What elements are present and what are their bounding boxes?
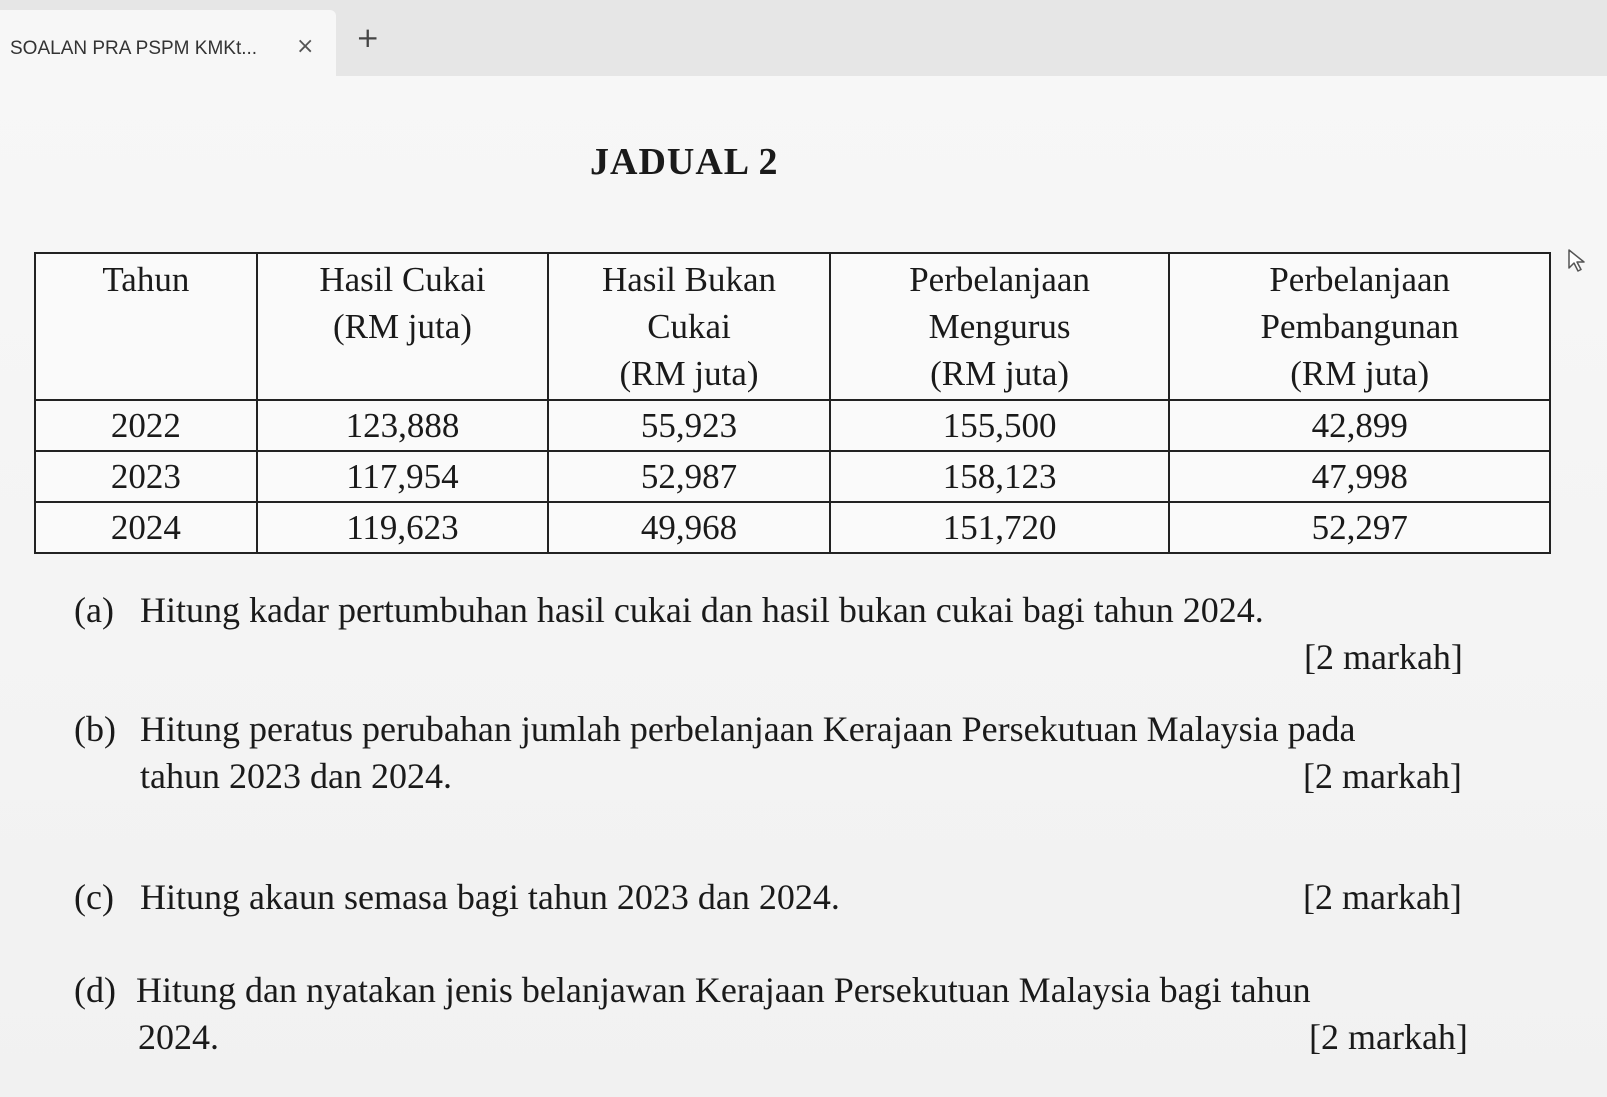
table-cell: 158,123 — [830, 451, 1170, 502]
table-cell: 151,720 — [830, 502, 1170, 553]
table-cell: 42,899 — [1169, 400, 1550, 451]
table-cell: 52,297 — [1169, 502, 1550, 553]
browser-tab-bar — [0, 0, 1607, 76]
table-cell: 55,923 — [548, 400, 830, 451]
table-cell: 52,987 — [548, 451, 830, 502]
data-table — [34, 252, 1551, 554]
table-cell: 123,888 — [257, 400, 549, 451]
table-cell: 2023 — [35, 451, 257, 502]
marks-label: [2 markah] — [1309, 1017, 1468, 1057]
table-row — [35, 451, 1550, 502]
table-cell: 2022 — [35, 400, 257, 451]
question-d-continuation: 2024. — [138, 1017, 219, 1057]
table-cell: 49,968 — [548, 502, 830, 553]
question-label: (b) — [74, 709, 116, 749]
table-header-cell: Perbelanjaan Pembangunan (RM juta) — [1169, 253, 1550, 400]
marks-label: [2 markah] — [1303, 877, 1462, 917]
marks-label: [2 markah] — [1303, 756, 1462, 796]
new-tab-icon[interactable]: + — [356, 21, 380, 54]
table-header-cell: Hasil Bukan Cukai (RM juta) — [548, 253, 830, 400]
question-label: (a) — [74, 590, 114, 630]
close-icon[interactable]: × — [296, 34, 315, 59]
table-header-cell: Tahun — [35, 253, 257, 400]
tab-title: SOALAN PRA PSPM KMKt... — [10, 38, 258, 59]
table-row — [35, 400, 1550, 451]
mouse-pointer-icon — [1567, 248, 1589, 274]
table-header-cell: Hasil Cukai (RM juta) — [257, 253, 549, 400]
question-label: (c) — [74, 877, 114, 917]
question-text: Hitung kadar pertumbuhan hasil cukai dan hasil bukan cukai bagi tahun 2024. — [140, 590, 1264, 630]
question-text: Hitung akaun semasa bagi tahun 2023 dan 2024. — [140, 877, 840, 917]
browser-tab[interactable] — [0, 10, 336, 76]
document-page — [0, 76, 1607, 1097]
table-row — [35, 502, 1550, 553]
question-b-continuation: tahun 2023 dan 2024. — [140, 756, 452, 796]
table-header-cell: Perbelanjaan Mengurus (RM juta) — [830, 253, 1170, 400]
table-cell: 2024 — [35, 502, 257, 553]
table-header-row — [35, 253, 1550, 400]
marks-label: [2 markah] — [1304, 637, 1463, 677]
table-cell: 47,998 — [1169, 451, 1550, 502]
table-cell: 155,500 — [830, 400, 1170, 451]
question-text: Hitung dan nyatakan jenis belanjawan Kerajaan Persekutuan Malaysia bagi tahun — [136, 970, 1311, 1010]
question-label: (d) — [74, 970, 116, 1010]
question-text: Hitung peratus perubahan jumlah perbelanjaan Kerajaan Persekutuan Malaysia pada — [140, 709, 1356, 749]
table-cell: 117,954 — [257, 451, 549, 502]
table-cell: 119,623 — [257, 502, 549, 553]
document-title: JADUAL 2 — [590, 141, 779, 183]
